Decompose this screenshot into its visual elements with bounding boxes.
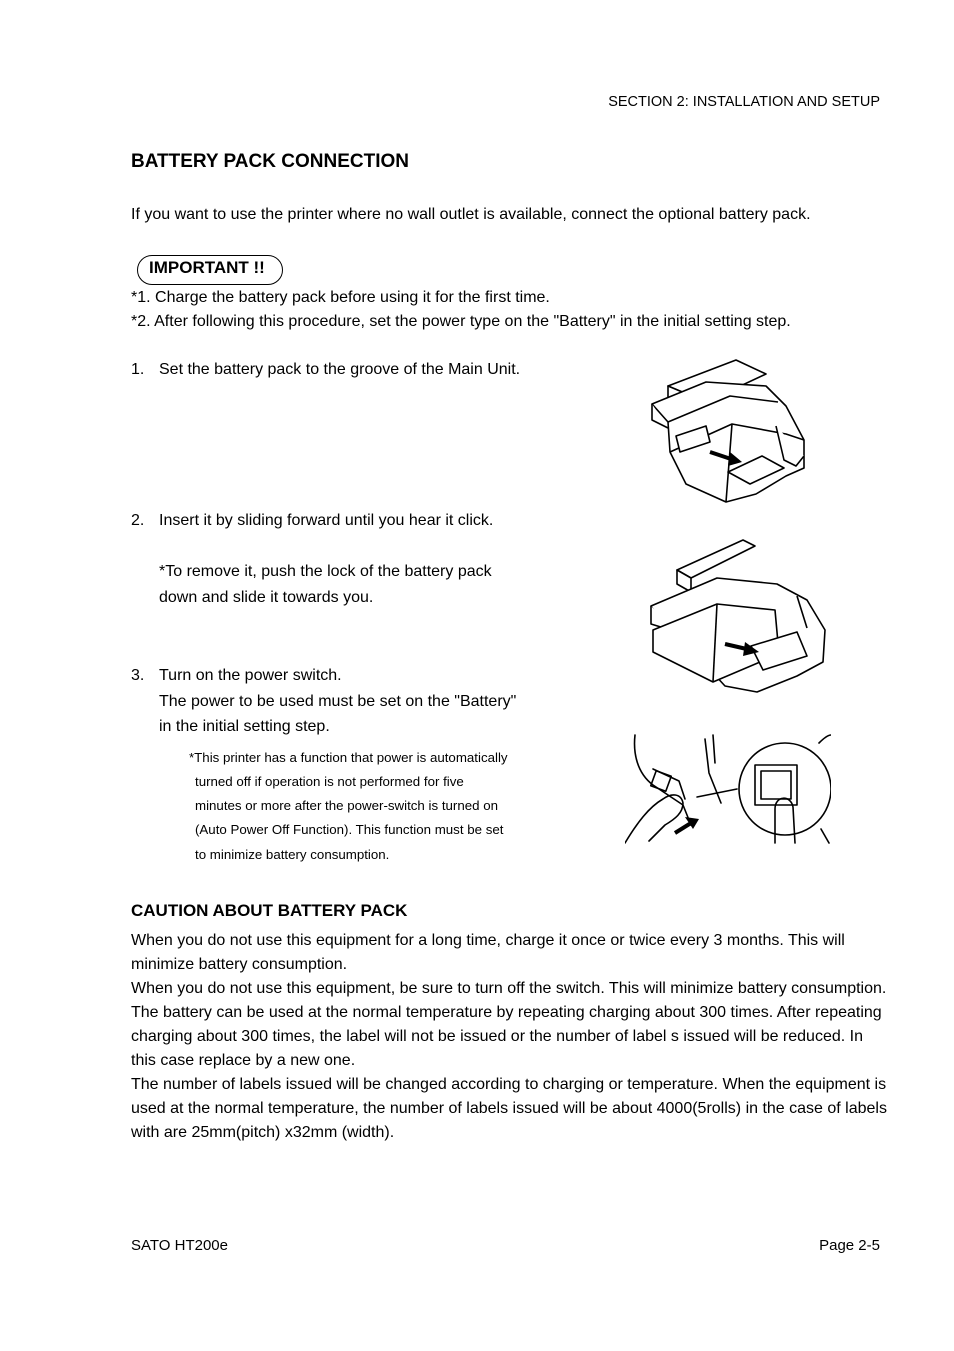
step-subtext: *To remove it, push the lock of the battery pack [159,563,492,580]
auto-power-off-note: (Auto Power Off Function). This function must be set [195,822,504,837]
auto-power-off-note: turned off if operation is not performed for five [195,774,464,789]
page-title: BATTERY PACK CONNECTION [131,151,409,172]
step-number: 3. [131,667,145,684]
step-subtext: The power to be used must be set on the "Battery" [159,693,517,710]
step-number: 2. [131,512,145,529]
caution-paragraph: The battery can be used at the normal temperature by repeating charging about 300 times. After repeating charging about 300 times, the label will not be issued or the number of label s issued will be reduced. In this case replace by a new one. [131,1004,882,1069]
important-note: *2. After following this procedure, set the power type on the "Battery" in the initial setting step. [131,313,791,330]
battery-insert-illustration [647,536,833,694]
step-text: Set the battery pack to the groove of the Main Unit. [159,361,521,378]
caution-paragraph: When you do not use this equipment for a long time, charge it once or twice every 3 months. This will minimize battery consumption. [131,932,845,973]
auto-power-off-note: *This printer has a function that power is automatically [189,750,508,765]
step-subtext: down and slide it towards you. [159,589,374,606]
power-switch-illustration [625,733,831,845]
caution-body [131,929,891,1145]
step-text: Insert it by sliding forward until you hear it click. [159,512,494,529]
auto-power-off-note: to minimize battery consumption. [195,847,390,862]
important-label: IMPORTANT !! [149,258,265,277]
step-text: Turn on the power switch. [159,667,342,684]
step-number: 1. [131,361,145,378]
footer-page-number: Page 2-5 [819,1237,880,1254]
caution-paragraph: The number of labels issued will be changed according to charging or temperature. When the equipment is used at the normal temperature, the number of labels issued will be about 4000(5rolls) in the case of labels with are 25mm(pitch) x32mm (width). [131,1076,887,1141]
battery-set-illustration [646,356,810,504]
caution-title: CAUTION ABOUT BATTERY PACK [131,901,408,920]
footer-model: SATO HT200e [131,1237,228,1254]
section-header: SECTION 2: INSTALLATION AND SETUP [608,94,880,110]
intro-text: If you want to use the printer where no wall outlet is available, connect the optional battery pack. [131,206,811,223]
important-note: *1. Charge the battery pack before using it for the first time. [131,289,550,306]
caution-paragraph: When you do not use this equipment, be sure to turn off the switch. This will minimize battery consumption. [131,980,887,997]
auto-power-off-note: minutes or more after the power-switch is turned on [195,798,499,813]
step-subtext: in the initial setting step. [159,718,330,735]
